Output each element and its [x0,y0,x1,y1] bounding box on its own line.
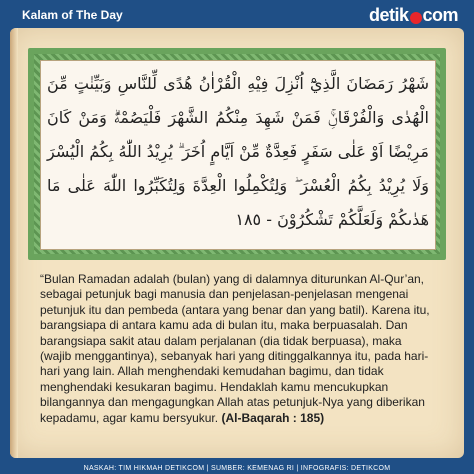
header-title: Kalam of The Day [22,8,123,22]
verse-reference: (Al-Baqarah : 185) [221,410,325,425]
verse-translation [40,272,434,426]
arabic-verse-text: شَهْرُ رَمَضَانَ الَّذِيْٓ اُنْزِلَ فِيْهِ الْقُرْاٰنُ هُدًى لِّلنَّاسِ وَبَيِّنٰتٍ مِّنَ الْهُدٰى وَالْفُرْقَانِۚ فَمَنْ شَهِدَ مِنْكُمُ الشَّهْرَ فَلْيَصُمْهُۗ وَمَنْ كَانَ مَرِيْضًا اَوْ عَلٰى سَفَرٍ فَعِدَّةٌ مِّنْ اَيَّامٍ اُخَرَ ۗ يُرِيْدُ اللّٰهُ بِكُمُ الْيُسْرَ وَلَا يُرِيْدُ بِكُمُ الْعُسْرَ ۖ وَلِتُكْمِلُوا الْعِدَّةَ وَلِتُكَبِّرُوا اللّٰهَ عَلٰى مَا هَدٰىكُمْ وَلَعَلَّكُمْ تَشْكُرُوْنَ - ١٨٥ [47,74,429,229]
logo-dot-icon [410,12,422,24]
arabic-verse-box [40,60,436,250]
translation-text: “Bulan Ramadan adalah (bulan) yang di dalamnya diturunkan Al-Qur’an, sebagai petunjuk bagi manusia dan penjelasan-penjelasan mengenai petunjuk itu dan pembeda (antara yang benar dan yang batil). Karena itu, barangsiapa di antara kamu ada di bulan itu, maka berpuasalah. Dan barangsiapa sakit atau dalam perjalanan (dia tidak berpuasa), maka (wajib menggantinya), sebanyak hari yang ditinggalkannya itu, pada hari-hari yang lain. Allah menghendaki kemudahan bagimu, dan tidak menghendaki kesukaran bagimu. Hendaklah kamu mencukupkan bilangannya dan mengagungkan Allah atas petunjuk-Nya yang diberikan kepadamu, agar kamu bersyukur. [40,272,430,425]
book-spine [10,28,18,458]
footer-credits: NASKAH: TIM HIKMAH DETIKCOM | SUMBER: KEMENAG RI | INFOGRAFIS: DETIKCOM [83,465,391,472]
logo-text: detik [368,4,409,25]
detikcom-logo [369,4,458,26]
logo-suffix: com [422,4,458,25]
